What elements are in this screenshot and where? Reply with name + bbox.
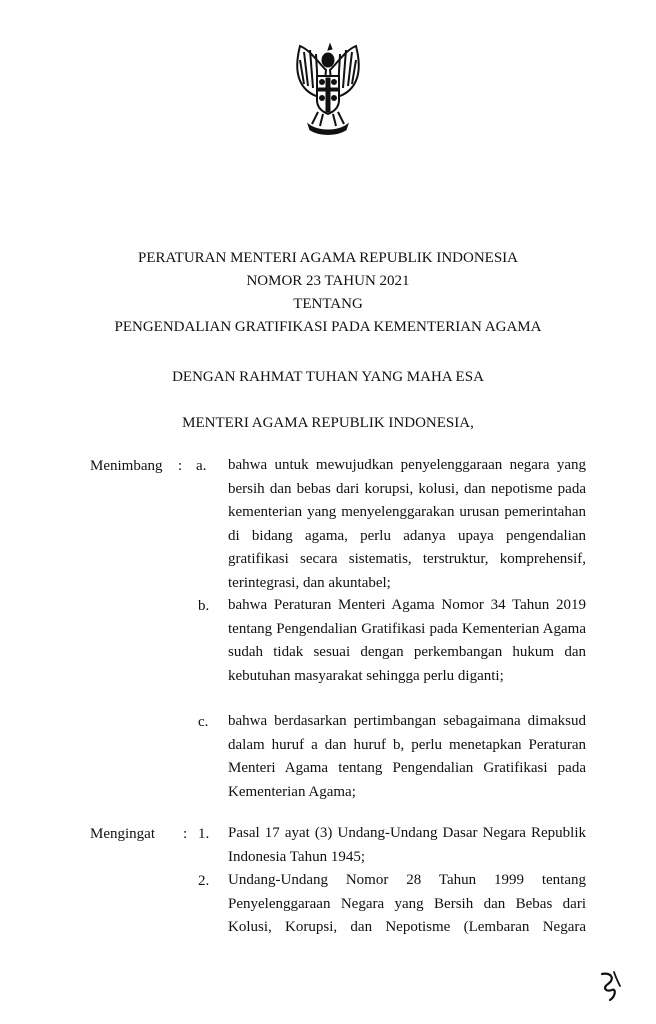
initial-paraf-icon <box>596 968 624 1004</box>
menimbang-item-marker: c. <box>198 714 209 730</box>
invocation: DENGAN RAHMAT TUHAN YANG MAHA ESA <box>172 369 484 385</box>
regulation-subject: PENGENDALIAN GRATIFIKASI PADA KEMENTERIAN AGAMA <box>114 319 542 335</box>
menimbang-item-text: bahwa Peraturan Menteri Agama Nomor 34 Tahun 2019 tentang Pengendalian Gratifikasi pada Kementerian Agama sudah tidak sesuai dengan perkembangan hukum dan kebutuhan masyarakat sehingga perlu diganti; <box>228 597 586 684</box>
mengingat-colon: : <box>183 826 188 842</box>
issuing-authority: MENTERI AGAMA REPUBLIK INDONESIA, <box>182 415 474 431</box>
regulation-title: PERATURAN MENTERI AGAMA REPUBLIK INDONESIA <box>137 250 518 266</box>
mengingat-label: Mengingat <box>90 826 155 842</box>
mengingat-item-text: Undang-Undang Nomor 28 Tahun 1999 tentang Penyelenggaraan Negara yang Bersih dan Bebas dari Kolusi, Korupsi, dan Nepotisme (Lembaran Negara <box>228 872 586 935</box>
mengingat-item-marker: 1. <box>198 826 210 842</box>
menimbang-item-text: bahwa berdasarkan pertimbangan sebagaimana dimaksud dalam huruf a dan huruf b, perlu menetapkan Peraturan Menteri Agama tentang Pengendalian Gratifikasi pada Kementerian Agama; <box>228 713 586 800</box>
menimbang-colon: : <box>178 458 183 474</box>
menimbang-label: Menimbang <box>90 458 163 474</box>
regulation-about-label: TENTANG <box>293 296 363 312</box>
regulation-number: NOMOR 23 TAHUN 2021 <box>246 273 410 289</box>
menimbang-item-marker: a. <box>196 458 207 474</box>
mengingat-item-text: Pasal 17 ayat (3) Undang-Undang Dasar Negara Republik Indonesia Tahun 1945; <box>228 825 586 865</box>
menimbang-item-marker: b. <box>198 598 210 614</box>
menimbang-item-text: bahwa untuk mewujudkan penyelenggaraan negara yang bersih dan bebas dari korupsi, kolusi, dan nepotisme pada kementerian yang menyelenggarakan urusan pemerintahan di bidang agama, perlu adanya upaya pengendalian gratifikasi secara sistematis, terstruktur, komprehensif, terintegrasi, dan akuntabel; <box>228 457 586 591</box>
garuda-emblem-icon <box>288 40 368 136</box>
mengingat-item-marker: 2. <box>198 873 210 889</box>
